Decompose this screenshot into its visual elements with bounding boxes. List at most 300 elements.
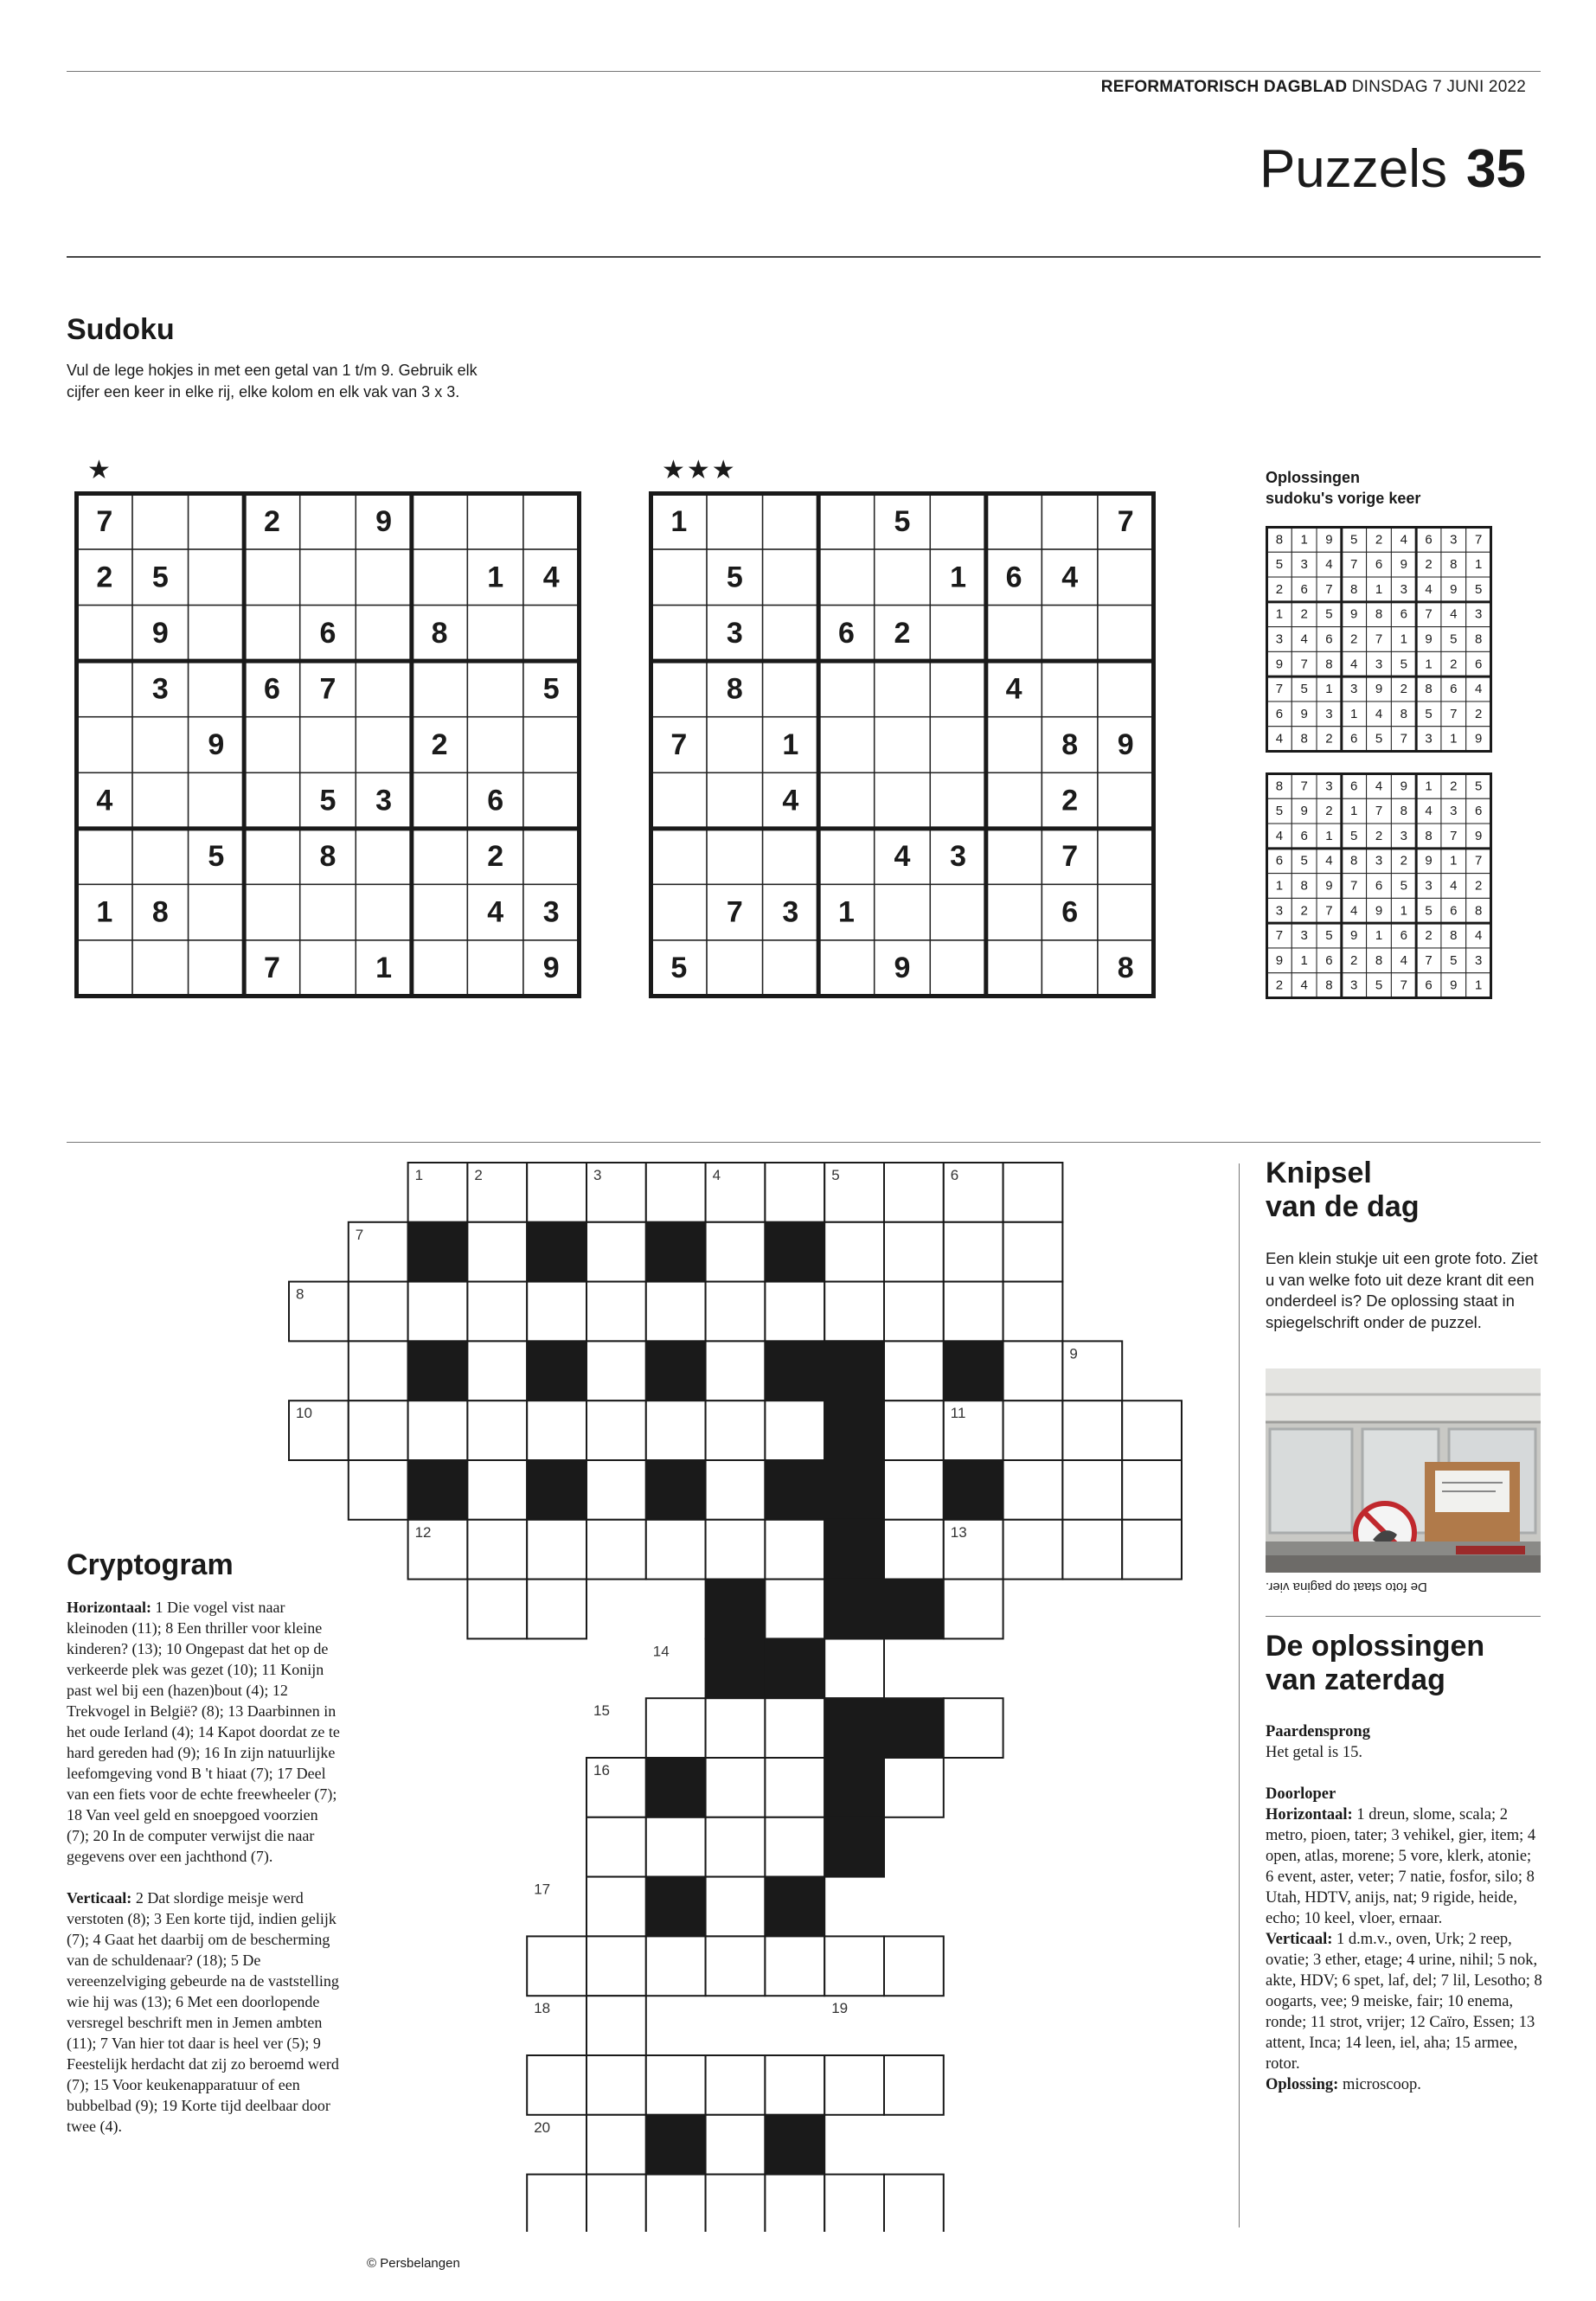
sudoku-digit: 5 <box>1375 977 1383 993</box>
sudoku-cell[interactable] <box>356 829 412 885</box>
crossword-cell[interactable] <box>824 2055 884 2115</box>
sudoku-digit: 1 <box>375 952 393 985</box>
sudoku-cell[interactable] <box>300 494 356 550</box>
sudoku-cell[interactable] <box>1042 494 1098 550</box>
sudoku-cell[interactable] <box>986 772 1042 829</box>
sudoku-digit: 1 <box>1325 682 1333 697</box>
sudoku-digit: 4 <box>542 561 560 594</box>
crossword-cell[interactable] <box>586 1817 646 1877</box>
sudoku-digit: 4 <box>1425 581 1433 597</box>
crossword-black-cell <box>824 1758 884 1817</box>
sudoku-cell[interactable] <box>244 549 300 606</box>
sudoku-cell[interactable] <box>986 940 1042 997</box>
sudoku-cell[interactable] <box>132 829 189 885</box>
sudoku-digit: 5 <box>1400 878 1407 894</box>
sudoku-digit: 1 <box>1300 532 1308 548</box>
newspaper-header <box>1101 78 1526 97</box>
sudoku-digit: 6 <box>1425 977 1433 993</box>
crossword-cell[interactable] <box>824 1222 884 1282</box>
sudoku-cell[interactable] <box>763 661 819 717</box>
sudoku-cell[interactable] <box>763 829 819 885</box>
sudoku-cell[interactable] <box>189 606 245 662</box>
crossword-cell[interactable] <box>586 1520 646 1580</box>
crossword-cell[interactable] <box>586 2115 646 2175</box>
crossword-cell[interactable] <box>467 1400 527 1460</box>
sudoku-cell[interactable] <box>300 940 356 997</box>
sudoku-cell[interactable] <box>930 494 986 550</box>
crossword-cell[interactable] <box>408 1282 468 1342</box>
sudoku-cell[interactable] <box>77 661 133 717</box>
sudoku-cell[interactable] <box>244 717 300 773</box>
sudoku-cell[interactable] <box>986 606 1042 662</box>
sudoku-cell[interactable] <box>244 772 300 829</box>
sudoku-digit: 2 <box>1300 606 1308 622</box>
sudoku-cell[interactable] <box>1098 661 1154 717</box>
crossword-cell[interactable] <box>646 1282 706 1342</box>
sudoku-grid-2[interactable] <box>649 491 1156 998</box>
sudoku-cell[interactable] <box>244 829 300 885</box>
sudoku-cell[interactable] <box>651 829 708 885</box>
crossword-cell[interactable] <box>646 1163 706 1222</box>
sudoku-cell[interactable] <box>412 829 468 885</box>
sudoku-cell[interactable] <box>1098 884 1154 940</box>
sudoku-cell[interactable] <box>1042 606 1098 662</box>
sudoku-cell[interactable] <box>189 549 245 606</box>
sudoku-digit: 4 <box>1425 804 1433 819</box>
crossword-cell[interactable] <box>349 1282 408 1342</box>
crossword-cell[interactable] <box>765 1936 824 1996</box>
sudoku-cell[interactable] <box>189 772 245 829</box>
crossword-cell[interactable] <box>586 1222 646 1282</box>
sudoku-cell[interactable] <box>523 829 580 885</box>
crossword-cell[interactable] <box>1003 1163 1063 1222</box>
sudoku-cell[interactable] <box>132 717 189 773</box>
sudoku-digit: 8 <box>1275 779 1284 794</box>
crossword-cell[interactable] <box>1003 1400 1063 1460</box>
sudoku-digit: 1 <box>487 561 504 594</box>
crossword-cell[interactable] <box>765 1163 824 1222</box>
sudoku-cell[interactable] <box>189 661 245 717</box>
sudoku-cell[interactable] <box>412 940 468 997</box>
crossword-cell[interactable] <box>706 1222 766 1282</box>
crossword-cell[interactable] <box>884 1936 944 1996</box>
sudoku-cell[interactable] <box>523 772 580 829</box>
sudoku-digit: 8 <box>1474 903 1483 919</box>
sudoku-digit: 4 <box>1275 731 1284 747</box>
sudoku-digit: 5 <box>151 561 169 594</box>
crossword-cell[interactable] <box>1003 1460 1063 1520</box>
sudoku-title: Sudoku <box>67 313 175 346</box>
crossword-cell[interactable] <box>1062 1520 1122 1580</box>
sudoku-cell[interactable] <box>412 884 468 940</box>
sudoku-cell[interactable] <box>763 494 819 550</box>
sudoku-cell[interactable] <box>986 884 1042 940</box>
sudoku-cell[interactable] <box>875 884 931 940</box>
sudoku-cell[interactable] <box>875 717 931 773</box>
lower-section-rule <box>67 1142 1541 1143</box>
crossword-cell[interactable] <box>884 1341 944 1400</box>
sudoku-digit: 2 <box>1474 878 1483 894</box>
sudoku-digit: 8 <box>431 616 448 650</box>
sudoku-cell[interactable] <box>132 772 189 829</box>
crossword-clue-number: 1 <box>414 1167 424 1183</box>
crossword-clue-number: 2 <box>474 1167 483 1183</box>
sudoku-cell[interactable] <box>707 829 763 885</box>
sudoku-digit: 1 <box>1400 631 1407 647</box>
sudoku-cell[interactable] <box>818 549 875 606</box>
sudoku-cell[interactable] <box>467 606 523 662</box>
sudoku-cell[interactable] <box>1098 606 1154 662</box>
sudoku-cell[interactable] <box>412 772 468 829</box>
sudoku-digit: 9 <box>1375 903 1383 919</box>
sudoku-cell[interactable] <box>244 606 300 662</box>
crossword-cell[interactable] <box>586 1400 646 1460</box>
crossword-cell[interactable] <box>1122 1460 1182 1520</box>
sudoku-digit: 8 <box>1450 557 1458 573</box>
crossword-cell[interactable] <box>944 1580 1003 1639</box>
sudoku-cell[interactable] <box>875 661 931 717</box>
crossword-cell[interactable] <box>884 2175 944 2232</box>
sudoku-cell[interactable] <box>818 829 875 885</box>
sudoku-cell[interactable] <box>356 606 412 662</box>
crossword-cell[interactable] <box>586 1996 646 2055</box>
sudoku-digit: 4 <box>1450 878 1458 894</box>
crossword-cell[interactable] <box>706 1936 766 1996</box>
crossword-cell[interactable] <box>1003 1222 1063 1282</box>
sudoku-digit: 3 <box>1300 557 1308 573</box>
vertical-clues <box>67 1888 343 2137</box>
sudoku-digit: 5 <box>1375 731 1383 747</box>
crossword-cell[interactable] <box>884 2055 944 2115</box>
sudoku-cell[interactable] <box>1098 829 1154 885</box>
crossword-clue-number: 12 <box>414 1523 432 1541</box>
sudoku-cell[interactable] <box>707 772 763 829</box>
sudoku-cell[interactable] <box>651 606 708 662</box>
crossword-cell[interactable] <box>824 2175 884 2232</box>
sudoku-cell[interactable] <box>356 661 412 717</box>
sudoku-cell[interactable] <box>244 884 300 940</box>
crossword-cell[interactable] <box>884 1400 944 1460</box>
sudoku-cell[interactable] <box>523 606 580 662</box>
sudoku-digit: 1 <box>1350 804 1358 819</box>
sudoku-digit: 4 <box>1375 779 1383 794</box>
crossword-cell[interactable] <box>1122 1400 1182 1460</box>
crossword-cell[interactable] <box>467 1520 527 1580</box>
sudoku-cell[interactable] <box>356 884 412 940</box>
crossword-cell[interactable] <box>1122 1520 1182 1580</box>
sudoku-cell[interactable] <box>412 661 468 717</box>
sudoku-cell[interactable] <box>523 717 580 773</box>
sudoku-digit: 2 <box>1375 532 1383 548</box>
crossword-cell[interactable] <box>884 1460 944 1520</box>
sudoku-cell[interactable] <box>1098 549 1154 606</box>
crossword-cell[interactable] <box>706 2115 766 2175</box>
crossword-cell[interactable] <box>646 1400 706 1460</box>
crossword-cell[interactable] <box>706 1698 766 1758</box>
crossword-cell[interactable] <box>706 1758 766 1817</box>
crossword-cell[interactable] <box>586 2175 646 2232</box>
crossword-cell[interactable] <box>765 1758 824 1817</box>
sudoku-digit: 5 <box>1425 706 1433 721</box>
sudoku-digit: 9 <box>1400 557 1407 573</box>
sudoku-digit: 4 <box>1300 977 1308 993</box>
crossword-cell[interactable] <box>349 1341 408 1400</box>
crossword-cell[interactable] <box>527 2055 586 2115</box>
sudoku-cell[interactable] <box>412 494 468 550</box>
sudoku-digit: 5 <box>894 504 911 538</box>
cryptogram-title: Cryptogram <box>67 1548 234 1581</box>
sudoku-cell[interactable] <box>930 661 986 717</box>
crossword-cell[interactable] <box>765 1817 824 1877</box>
sudoku-digit: 5 <box>208 840 225 874</box>
crossword-cell[interactable] <box>467 1282 527 1342</box>
crossword-cell[interactable] <box>527 1400 586 1460</box>
crossword-black-cell <box>408 1460 468 1520</box>
crossword-grid[interactable] <box>285 1159 1194 2232</box>
crossword-cell[interactable] <box>527 1520 586 1580</box>
sudoku-cell[interactable] <box>189 494 245 550</box>
crossword-cell[interactable] <box>586 2055 646 2115</box>
sudoku-cell[interactable] <box>763 606 819 662</box>
sudoku-cell[interactable] <box>818 772 875 829</box>
crossword-cell[interactable] <box>586 1341 646 1400</box>
crossword-clue-number: 11 <box>950 1405 966 1422</box>
sudoku-cell[interactable] <box>356 549 412 606</box>
sudoku-digit: 1 <box>670 504 688 538</box>
crossword-cell[interactable] <box>706 1817 766 1877</box>
sudoku-digit: 9 <box>1325 532 1333 548</box>
sudoku-cell[interactable] <box>875 772 931 829</box>
sudoku-digit: 7 <box>1425 952 1433 968</box>
crossword-clue-number: 20 <box>534 2118 551 2136</box>
sudoku-cell[interactable] <box>986 717 1042 773</box>
crossword-cell[interactable] <box>884 1163 944 1222</box>
crossword-cell[interactable] <box>884 1758 944 1817</box>
crossword-cell[interactable] <box>765 2055 824 2115</box>
sudoku-digit: 6 <box>837 616 855 650</box>
sudoku-digit: 9 <box>1275 952 1284 968</box>
crossword-black-cell <box>824 1341 884 1400</box>
sudoku-digit: 5 <box>542 672 560 706</box>
sudoku-digit: 3 <box>151 672 169 706</box>
sudoku-digit: 3 <box>1450 804 1458 819</box>
sudoku-digit: 9 <box>1375 682 1383 697</box>
crossword-cell[interactable] <box>586 1877 646 1937</box>
crossword-cell[interactable] <box>646 1936 706 1996</box>
sudoku-cell[interactable] <box>132 940 189 997</box>
sudoku-digit: 3 <box>1300 928 1308 944</box>
crossword-cell[interactable] <box>706 2175 766 2232</box>
sudoku-cell[interactable] <box>412 549 468 606</box>
sudoku-cell[interactable] <box>300 717 356 773</box>
crossword-cell[interactable] <box>527 1163 586 1222</box>
sudoku-cell[interactable] <box>1042 940 1098 997</box>
sudoku-cell[interactable] <box>930 717 986 773</box>
sudoku-cell[interactable] <box>651 549 708 606</box>
sudoku-cell[interactable] <box>818 717 875 773</box>
solutions-title-line2: sudoku's vorige keer <box>1266 490 1421 507</box>
sudoku-digit: 9 <box>1300 706 1308 721</box>
sudoku-cell[interactable] <box>77 829 133 885</box>
crossword-cell[interactable] <box>527 2175 586 2232</box>
sudoku-digit: 7 <box>1275 928 1284 944</box>
crossword-cell[interactable] <box>765 1698 824 1758</box>
crossword-cell[interactable] <box>646 2055 706 2115</box>
crossword-cell[interactable] <box>824 1936 884 1996</box>
crossword-cell[interactable] <box>349 1460 408 1520</box>
sudoku-digit: 1 <box>1375 928 1383 944</box>
crossword-cell[interactable] <box>706 2055 766 2115</box>
crossword-black-cell <box>408 1222 468 1282</box>
crossword-black-cell <box>646 1341 706 1400</box>
crossword-cell[interactable] <box>824 1282 884 1342</box>
sudoku-cell[interactable] <box>651 884 708 940</box>
sudoku-cell[interactable] <box>875 549 931 606</box>
crossword-cell[interactable] <box>467 1341 527 1400</box>
sudoku-digit: 8 <box>1350 581 1358 597</box>
crossword-cell[interactable] <box>527 1936 586 1996</box>
sudoku-cell[interactable] <box>467 494 523 550</box>
crossword-cell[interactable] <box>706 1460 766 1520</box>
sudoku-cell[interactable] <box>300 549 356 606</box>
sudoku-digit: 7 <box>1474 853 1483 868</box>
crossword-cell[interactable] <box>1003 1341 1063 1400</box>
sudoku-cell[interactable] <box>818 494 875 550</box>
sudoku-digit: 6 <box>1350 731 1358 747</box>
sudoku-digit: 9 <box>1425 853 1433 868</box>
knipsel-text: Een klein stukje uit een grote foto. Ziet u van welke foto uit deze krant dit een onderdeel is? De oplossing staat in spiegelschrift onder de puzzel. <box>1266 1249 1538 1331</box>
sudoku-cell[interactable] <box>467 717 523 773</box>
crossword-cell[interactable] <box>646 2175 706 2232</box>
crossword-cell[interactable] <box>706 1400 766 1460</box>
crossword-cell[interactable] <box>527 1282 586 1342</box>
sudoku-cell[interactable] <box>523 494 580 550</box>
sudoku-cell[interactable] <box>763 940 819 997</box>
crossword-cell[interactable] <box>586 1460 646 1520</box>
sudoku-cell[interactable] <box>189 884 245 940</box>
crossword-cell[interactable] <box>884 1282 944 1342</box>
crossword-cell[interactable] <box>467 1222 527 1282</box>
crossword-cell[interactable] <box>646 1698 706 1758</box>
sudoku-digit: 3 <box>1400 828 1407 843</box>
sudoku-cell[interactable] <box>132 494 189 550</box>
sudoku-cell[interactable] <box>763 549 819 606</box>
crossword-cell[interactable] <box>884 1520 944 1580</box>
sudoku-cell[interactable] <box>77 940 133 997</box>
sudoku-cell[interactable] <box>651 772 708 829</box>
sudoku-cell[interactable] <box>930 606 986 662</box>
knipsel-title-line2: van de dag <box>1266 1190 1420 1223</box>
sudoku-digit: 2 <box>431 728 448 761</box>
sudoku-cell[interactable] <box>930 772 986 829</box>
crossword-cell[interactable] <box>467 1580 527 1639</box>
sudoku-cell[interactable] <box>986 829 1042 885</box>
sudoku-digit: 8 <box>1400 804 1407 819</box>
sudoku-grid-1[interactable] <box>74 491 581 998</box>
crossword-black-cell <box>765 1877 824 1937</box>
crossword-cell[interactable] <box>527 1580 586 1639</box>
sudoku-digit: 9 <box>542 952 560 985</box>
knipsel-photo <box>1266 1368 1541 1573</box>
sudoku-cell[interactable] <box>818 940 875 997</box>
crossword-cell[interactable] <box>1062 1400 1122 1460</box>
knipsel-rule <box>1266 1616 1541 1617</box>
crossword-cell[interactable] <box>1062 1460 1122 1520</box>
crossword-cell[interactable] <box>706 1282 766 1342</box>
crossword-cell[interactable] <box>646 1520 706 1580</box>
sudoku-digit: 4 <box>894 840 911 874</box>
crossword-cell[interactable] <box>467 1460 527 1520</box>
crossword-cell[interactable] <box>1003 1520 1063 1580</box>
sudoku-cell[interactable] <box>1042 661 1098 717</box>
sudoku-digit: 4 <box>1400 952 1407 968</box>
copyright: © Persbelangen <box>367 2256 460 2271</box>
crossword-cell[interactable] <box>706 1341 766 1400</box>
crossword-cell[interactable] <box>586 1936 646 1996</box>
sudoku-cell[interactable] <box>77 717 133 773</box>
sudoku-cell[interactable] <box>930 884 986 940</box>
sudoku-digit: 2 <box>1325 731 1333 747</box>
sudoku-intro <box>67 360 478 403</box>
sudoku-digit: 4 <box>1325 557 1333 573</box>
sudoku-cell[interactable] <box>986 494 1042 550</box>
sudoku-cell[interactable] <box>77 606 133 662</box>
sudoku-cell[interactable] <box>356 717 412 773</box>
crossword-cell[interactable] <box>706 1877 766 1937</box>
sudoku-digit: 2 <box>1450 657 1458 672</box>
sudoku-digit: 5 <box>319 784 337 817</box>
crossword-cell[interactable] <box>765 1580 824 1639</box>
crossword-cell[interactable] <box>884 1222 944 1282</box>
crossword-cell[interactable] <box>586 1282 646 1342</box>
sudoku-digit: 6 <box>1325 631 1333 647</box>
sudoku-digit: 9 <box>1474 731 1483 747</box>
crossword-cell[interactable] <box>944 1698 1003 1758</box>
sudoku-cell[interactable] <box>930 940 986 997</box>
sudoku-digit: 6 <box>1005 561 1022 594</box>
sudoku-cell[interactable] <box>818 661 875 717</box>
crossword-cell[interactable] <box>349 1400 408 1460</box>
sudoku-digit: 1 <box>782 728 799 761</box>
crossword-cell[interactable] <box>765 1520 824 1580</box>
sudoku-cell[interactable] <box>707 717 763 773</box>
crossword-cell[interactable] <box>1003 1282 1063 1342</box>
sudoku-cell[interactable] <box>300 884 356 940</box>
sudoku-digit: 9 <box>1275 657 1284 672</box>
crossword-cell[interactable] <box>765 1282 824 1342</box>
crossword-cell[interactable] <box>765 1400 824 1460</box>
crossword-cell[interactable] <box>765 2175 824 2232</box>
crossword-cell[interactable] <box>824 1638 884 1698</box>
sudoku-digit: 8 <box>1061 728 1079 761</box>
sudoku-cell[interactable] <box>1098 772 1154 829</box>
crossword-black-cell <box>765 1460 824 1520</box>
crossword-clue-number: 14 <box>652 1643 670 1660</box>
crossword-cell[interactable] <box>408 1400 468 1460</box>
sudoku-cell[interactable] <box>467 661 523 717</box>
crossword-cell[interactable] <box>646 1817 706 1877</box>
sudoku-cell[interactable] <box>651 661 708 717</box>
sudoku-cell[interactable] <box>467 940 523 997</box>
sudoku-cell[interactable] <box>707 494 763 550</box>
sudoku-cell[interactable] <box>707 940 763 997</box>
crossword-cell[interactable] <box>944 1282 1003 1342</box>
crossword-cell[interactable] <box>944 1222 1003 1282</box>
crossword-cell[interactable] <box>706 1520 766 1580</box>
crossword-black-cell <box>824 1460 884 1520</box>
sudoku-cell[interactable] <box>189 940 245 997</box>
sudoku-digit: 8 <box>1350 853 1358 868</box>
